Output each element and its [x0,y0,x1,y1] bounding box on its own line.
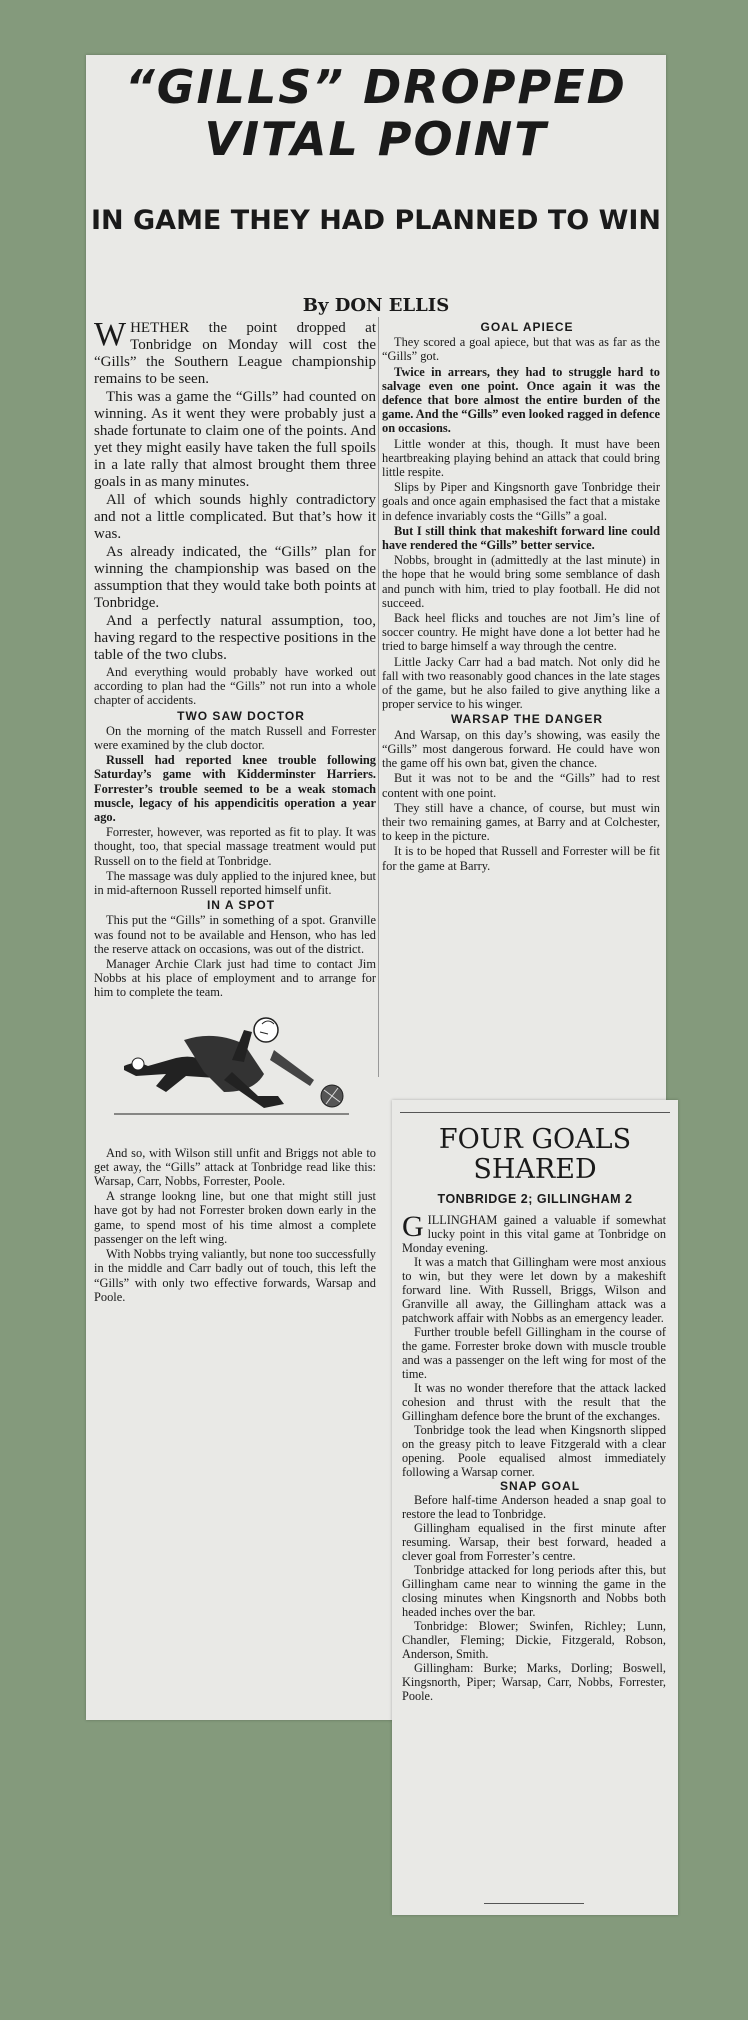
paragraph-text: They scored a goal apiece, but that was as far as the “Gills” got. [382,335,660,364]
article-paragraph [382,365,660,436]
article-paragraph [94,724,376,752]
column-divider [378,317,379,1077]
article-paragraph [402,1661,666,1703]
side-title-line-1: FOUR GOALS [438,1124,632,1155]
score-line: TONBRIDGE 2; GILLINGHAM 2 [437,1192,633,1206]
top-rule [400,1112,670,1113]
article-paragraph [382,524,660,552]
paragraph-text: On the morning of the match Russell and Forrester were examined by the club doctor. [94,723,376,753]
paragraph-text: As already indicated, the “Gills” plan for winning the championship was based on the assumption that they would take both points at Tonbridge. [94,544,376,611]
subheading [94,898,376,912]
paragraph-text: And a perfectly natural assumption, too, having regard to the respective positions in the table of the two clubs. [94,613,376,663]
article-paragraph [382,801,660,844]
article-paragraph [94,1247,376,1304]
paragraph-text: This was a game the “Gills” had counted on winning. As it went they were probably just a shade fortunate to claim one of the points. And yet they might easily have taken the full spoils in a late rally that almost brought them three goals in as many minutes. [94,389,376,490]
article-paragraph [382,611,660,654]
subheading [382,712,660,726]
article-paragraph [94,389,376,491]
article-paragraph [94,825,376,868]
paragraph-text: They still have a chance, of course, but must win their two remaining games, at Barry and at Colchester, to keep in the picture. [382,800,660,844]
article-paragraph [402,1521,666,1563]
paragraph-text: GOAL APIECE [480,320,574,334]
paragraph-text: Forrester, however, was reported as fit to play. It was thought, too, that special massage treatment would put Russell on to the field at Tonbridge. [94,825,376,868]
paragraph-text: Nobbs, brought in (admittedly at the last minute) in the hope that he would bring some semblance of dash and punch with him, tried to play football. He did not succeed. [382,553,660,610]
paragraph-text: But it was not to be and the “Gills” had to rest content with one point. [382,771,660,800]
paragraph-text: SNAP GOAL [499,1479,581,1493]
article-column-left [94,316,376,1305]
paragraph-text: It was no wonder therefore that the attack lacked cohesion and thrust with the result that the Gillingham defence bore the brunt of the exchanges. [402,1381,666,1423]
article-paragraph [382,655,660,712]
drop-cap: G [402,1210,424,1243]
article-paragraph [382,480,660,523]
article-paragraph [94,492,376,543]
article-column-right [382,320,660,874]
paragraph-text: A strange lookng line, but one that might still just have got by had not Forrester broken down early in the game, to spend most of his time almost a complete passenger on the left wing. [94,1189,376,1246]
article-paragraph [402,1325,666,1381]
article-paragraph [94,316,376,388]
headline-sub: IN GAME THEY HAD PLANNED TO WIN [90,205,662,236]
paragraph-text: Further trouble befell Gillingham in the course of the game. Forrester broke down with muscle trouble and was a passenger on the left wing for most of the time. [402,1325,666,1381]
article-paragraph [382,844,660,872]
headline-top: “GILLS” DROPPED VITAL POINT [125,60,627,166]
paragraph-text: All of which sounds highly contradictory and not a little complicated. But that’s how it was. [94,492,376,542]
side-report-body [402,1210,666,1703]
paragraph-text: Little wonder at this, though. It must have been heartbreaking playing behind an attack that could bring little respite. [382,436,660,480]
article-paragraph [94,869,376,897]
paragraph-text: And Warsap, on this day’s showing, was easily the “Gills” most dangerous forward. He could have won the game off his own bat, given the chance. [382,727,660,771]
article-paragraph [382,437,660,480]
paragraph-text: It was a match that Gillingham were most anxious to win, but they were let down by a makeshift forward line. With Russell, Briggs, Wilson and Granville all away, the Gillingham attack was a patchwork affair with Nobbs as an emergency leader. [402,1255,666,1325]
article-paragraph [402,1210,666,1255]
paragraph-text: The massage was duly applied to the injured knee, but in mid-afternoon Russell reported himself unfit. [94,868,376,898]
paragraph-text: It is to be hoped that Russell and Forrester will be fit for the game at Barry. [382,844,660,873]
paragraph-text: Manager Archie Clark just had time to contact Jim Nobbs at his place of employment and to arrange for him to complete the team. [94,957,376,1000]
paragraph-text: WARSAP THE DANGER [450,712,604,727]
subheading [94,709,376,723]
article-paragraph [402,1381,666,1423]
article-paragraph [94,753,376,824]
side-report-title [392,1125,678,1185]
article-paragraph [382,335,660,363]
drop-cap: W [94,316,127,353]
article-paragraph [402,1255,666,1325]
article-paragraph [402,1493,666,1521]
paragraph-text: This put the “Gills” in something of a spot. Granville was found not to be available and Henson, who has led the reserve attack on occasions, was out of the district. [94,913,376,956]
article-paragraph [94,1189,376,1246]
article-paragraph [402,1563,666,1619]
article-paragraph [94,957,376,1000]
article-paragraph [402,1423,666,1479]
paragraph-text: Before half-time Anderson headed a snap goal to restore the lead to Tonbridge. [402,1493,666,1521]
paragraph-text: Tonbridge attacked for long periods after this, but Gillingham came near to winning the game in the closing minutes when Kingsnorth and Nobbs both headed inches over the bar. [402,1563,666,1619]
end-rule [484,1903,584,1904]
paragraph-text: HETHER the point dropped at Tonbridge on Monday will cost the “Gills” the Southern League championship remains to be seen. [94,320,376,387]
article-paragraph [94,544,376,612]
article-paragraph [382,553,660,610]
paragraph-text: Tonbridge took the lead when Kingsnorth slipped on the greasy pitch to leave Fitzgerald with a clear opening. Poole equalised almost immediately following a Warsap corner. [402,1423,666,1479]
paragraph-text: But I still think that makeshift forward line could have rendered the “Gills” better service. [382,523,660,553]
paragraph-text: Slips by Piper and Kingsnorth gave Tonbridge their goals and once again emphasised the fact that a mistake in defence invariably costs the “Gills” a goal. [382,480,660,523]
paragraph-text: And everything would probably have worked out according to plan had the “Gills” not run into a whole chapter of accidents. [94,665,376,708]
article-paragraph [382,728,660,771]
paragraph-text: Twice in arrears, they had to struggle hard to salvage even one point. Once again it was the defence that bore almost the entire burden of the game. And the “Gills” even looked ragged in defence on occasions. [382,364,660,436]
paragraph-text: Tonbridge: Blower; Swinfen, Richley; Lunn, Chandler, Fleming; Dickie, Fitzgerald, Robson, Anderson, Smith. [402,1619,666,1661]
paragraph-text: Gillingham: Burke; Marks, Dorling; Boswell, Kingsnorth, Piper; Warsap, Carr, Nobbs, Forrester, Poole. [402,1661,666,1703]
paragraph-text: TWO SAW DOCTOR [177,708,305,723]
article-paragraph [94,1146,376,1189]
paragraph-text: Little Jacky Carr had a bad match. Not only did he fall with two reasonably good chances in the late stages of the game, but he also failed to give anything like a proper service to his winger. [382,654,660,712]
paragraph-text: Back heel flicks and touches are not Jim’s line of soccer country. He might have done a lot better had he tried to barge himself a way through the centre. [382,611,660,654]
paragraph-text: ILLINGHAM gained a valuable if somewhat lucky point in this vital game at Tonbridge on Monday evening. [402,1213,666,1255]
subheading [382,320,660,334]
article-paragraph [94,913,376,956]
article-paragraph [94,613,376,664]
paragraph-text: And so, with Wilson still unfit and Briggs not able to get away, the “Gills” attack at Tonbridge read like this: Warsap, Carr, Nobbs, Forrester, Poole. [94,1145,376,1189]
footballer-cartoon-icon [94,1010,376,1138]
paragraph-text: With Nobbs trying valiantly, but none too successfully in the middle and Carr badly out of touch, this left the “Gills” with only two effective forwards, Warsap and Poole. [94,1247,376,1304]
article-paragraph [402,1619,666,1661]
article-paragraph [94,665,376,708]
byline: By DON ELLIS [302,295,450,316]
subheading [402,1479,666,1493]
paragraph-text: Russell had reported knee trouble following Saturday’s game with Kidderminster Harriers. Forrester’s trouble seemed to be a weak stomach muscle, legacy of his appendicitis operation a year ago. [94,753,376,825]
side-title-line-2: SHARED [473,1154,597,1185]
side-report-clipping [392,1100,678,1915]
paragraph-text: Gillingham equalised in the first minute after resuming. Warsap, their best forward, headed a clever goal from Forrester’s centre. [402,1521,666,1563]
article-paragraph [382,771,660,799]
paragraph-text: IN A SPOT [206,898,276,913]
